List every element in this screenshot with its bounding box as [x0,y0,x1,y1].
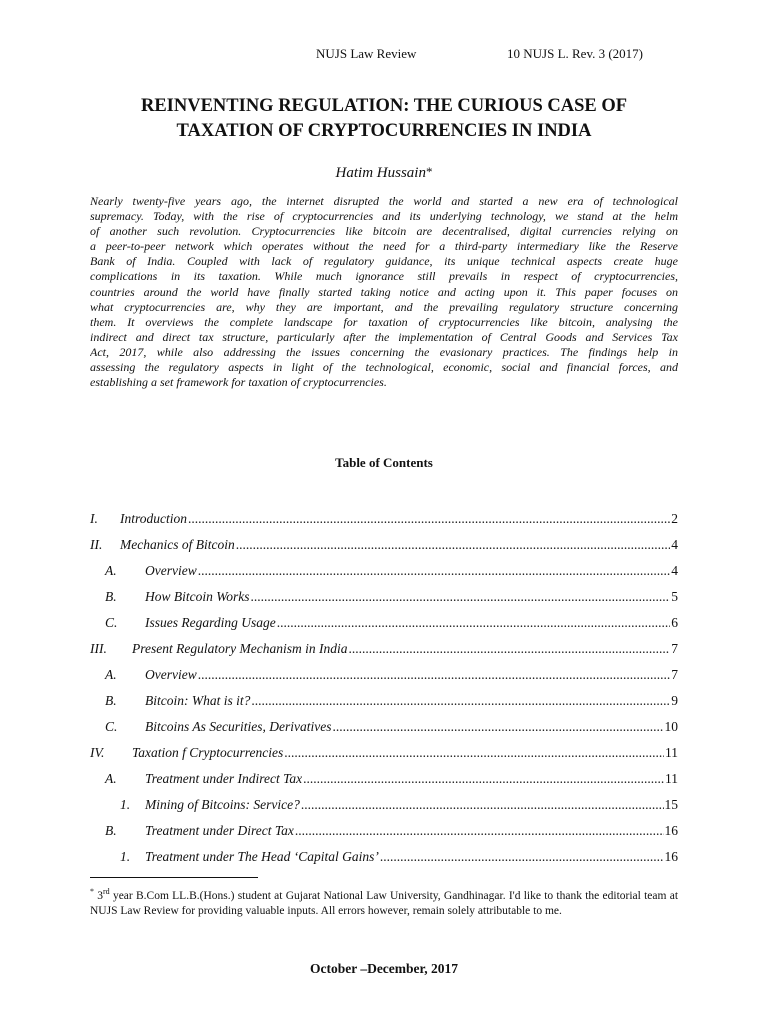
toc-entry-number: I. [90,511,98,526]
toc-leader-dots [301,796,664,814]
toc-entry-page: 16 [664,849,678,864]
toc-entry-number: B. [105,693,117,708]
toc-entry-number: III. [90,641,107,656]
abstract-line: establishing a set framework for taxation of cryptocurrencies. [90,375,387,390]
toc-entry-page: 7 [671,667,678,682]
toc-entry-page: 4 [671,563,678,578]
issue-date: October –December, 2017 [309,961,459,976]
toc-leader-dots [198,666,671,684]
toc-entry-label: Mechanics of Bitcoin [120,537,235,552]
toc-entry[interactable] [105,666,678,684]
title-line-1: REINVENTING REGULATION: THE CURIOUS CASE OF [140,96,628,116]
toc-leader-dots [295,822,664,840]
toc-entry-page: 5 [671,589,678,604]
toc-entry-number: A. [105,771,117,786]
toc-entry[interactable] [105,770,678,788]
toc-entry-page: 11 [665,771,678,786]
toc-leader-dots [380,848,664,866]
footnote-text: year B.Com LL.B.(Hons.) student at Gujarat National Law University, Gandhinagar. I'd like to thank the editorial team at NUJS Law Review for providing valuable inputs. All errors however, remain solely attributable to me. [90,889,679,917]
toc-entry-label: Treatment under Indirect Tax [145,771,303,786]
footnote-ordinal-suffix: rd [103,887,110,896]
footnote-mark: * [90,887,94,896]
toc-entry-page: 11 [665,745,678,760]
toc-entry-page: 2 [671,511,678,526]
toc-entry[interactable] [105,614,678,632]
toc-entry-page: 9 [671,693,678,708]
toc-entry[interactable] [105,588,678,606]
toc-leader-dots [251,588,671,606]
toc-entry[interactable] [90,640,678,658]
toc-leader-dots [188,510,670,528]
journal-citation: 10 NUJS L. Rev. 3 (2017) [507,46,644,61]
toc-entry-number: C. [105,719,118,734]
abstract-line: countries around the world have finally started taking notice and acting upon it. This paper focuses on [90,284,678,299]
toc-leader-dots [284,744,664,762]
toc-entry-number: 1. [120,797,131,812]
toc-leader-dots [236,536,671,554]
toc-entry-label: Overview [145,563,197,578]
abstract-line: Act, 2017, while also addressing the issues concerning the evasionary practices. The findings help in [90,344,678,359]
footnote-divider [90,877,258,878]
paper-title [60,94,708,144]
toc-entry-number: C. [105,615,118,630]
toc-entry[interactable] [90,536,678,554]
toc-entry-page: 6 [671,615,678,630]
abstract-line: complications in its taxation. While much ignorance still prevails in respect of cryptocurrencies, [90,269,678,284]
toc-leader-dots [198,562,671,580]
abstract-line: what cryptocurrencies are, why they are important, and the prevailing regulatory structure concerning [90,299,678,314]
footnote-ordinal-number: 3 [97,889,104,902]
abstract-line: supremacy. Today, with the rise of cryptocurrencies and its underlying technology, we stand at the helm [90,209,678,224]
author-line [0,164,768,182]
toc-entry-label: Introduction [120,511,187,526]
running-header [0,46,768,66]
abstract-line: Nearly twenty-five years ago, the internet disrupted the world and started a new era of technological [90,194,678,208]
toc-heading: Table of Contents [335,455,433,470]
toc-entry-label: Bitcoin: What is it? [145,693,251,708]
toc-entry-page: 10 [664,719,678,734]
toc-leader-dots [303,770,664,788]
abstract-line: assessing the regulatory aspects in light of the technological, economic, social and financial forces, and [90,360,678,375]
toc-entry-number: B. [105,823,117,838]
toc-leader-dots [277,614,671,632]
toc-entry-label: Present Regulatory Mechanism in India [132,641,348,656]
toc-entry-number: IV. [90,745,105,760]
toc-entry-number: II. [90,537,103,552]
toc-leader-dots [348,640,670,658]
toc-entry-page: 4 [671,537,678,552]
toc-entry-label: Bitcoins As Securities, Derivatives [145,719,332,734]
journal-name: NUJS Law Review [316,46,417,61]
toc-entry-page: 16 [664,823,678,838]
toc-entry[interactable] [120,848,678,866]
toc-entry-page: 7 [671,641,678,656]
toc-entry[interactable] [90,510,678,528]
toc-entry[interactable] [105,692,678,710]
toc-entry-label: Overview [145,667,197,682]
toc-entry[interactable] [105,718,678,736]
toc-entry-number: A. [105,667,117,682]
toc-entry-label: Mining of Bitcoins: Service? [145,797,300,812]
author-name: Hatim Hussain [335,165,426,181]
toc-entry-label: Treatment under Direct Tax [145,823,294,838]
abstract-line: Bank of India. Coupled with lack of regulatory guidance, its unique technical aspects create huge [90,254,678,269]
toc-entry[interactable] [120,796,678,814]
toc-entry-label: Taxation f Cryptocurrencies [132,745,284,760]
title-line-2: TAXATION OF CRYPTOCURRENCIES IN INDIA [176,121,592,141]
abstract-line: of another such revolution. Cryptocurrencies like bitcoin are decentralised, digital currencies relying on [90,224,678,239]
footnote [90,884,678,919]
abstract [90,194,678,390]
toc-entry-page: 15 [664,797,678,812]
toc-leader-dots [251,692,670,710]
toc-entry-number: 1. [120,849,131,864]
toc-leader-dots [332,718,663,736]
toc-entry[interactable] [105,562,678,580]
author-footnote-mark: * [425,164,433,179]
abstract-line: indirect and direct tax structure, particularly after the implementation of Central Goods and Services Tax [90,329,678,344]
toc-entry-number: B. [105,589,117,604]
toc-entry-number: A. [105,563,117,578]
toc-entry[interactable] [105,822,678,840]
toc-entry-label: Issues Regarding Usage [145,615,276,630]
abstract-line: a peer-to-peer network which operates without the need for a third-party intermediary like the Reserve [90,239,678,254]
abstract-line: them. It overviews the complete landscape for taxation of cryptocurrencies like bitcoin, analysing the [90,314,678,329]
toc-entry-label: How Bitcoin Works [145,589,250,604]
toc-entry-label: Treatment under The Head ‘Capital Gains’ [145,849,379,864]
toc-entry[interactable] [90,744,678,762]
